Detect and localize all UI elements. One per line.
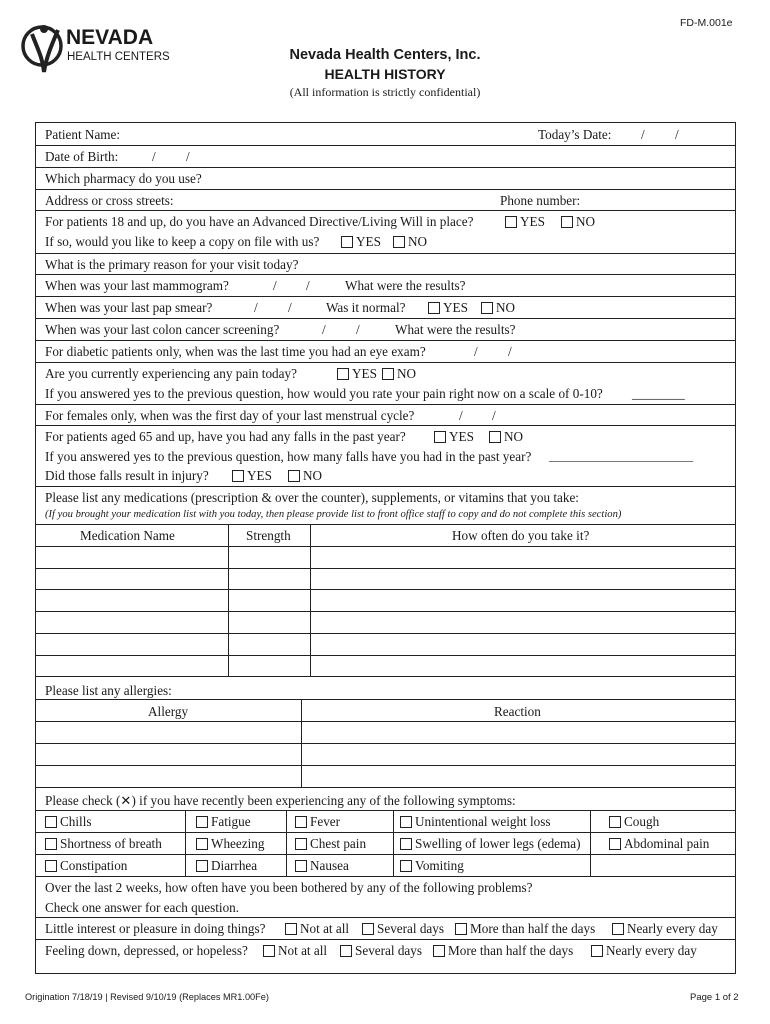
checkbox-icon[interactable] (400, 816, 412, 828)
checkbox-icon[interactable] (196, 838, 208, 850)
phq-intro-2: Check one answer for each question. (45, 900, 240, 915)
dob-slash-1: / (152, 149, 156, 164)
checkbox-icon[interactable] (561, 216, 573, 228)
address-label: Address or cross streets: (45, 193, 174, 208)
med-row-line (35, 676, 736, 677)
footer-origination: Origination 7/18/19 | Revised 9/10/19 (Replaces MR1.00Fe) (25, 992, 269, 1002)
checkbox-icon[interactable] (295, 860, 307, 872)
symptom-fever[interactable] (295, 815, 340, 828)
checkbox-icon[interactable] (362, 923, 374, 935)
divider (35, 253, 736, 254)
med-col-name: Medication Name (80, 528, 175, 543)
symptom-row-line (35, 854, 736, 855)
no-label: NO (576, 214, 596, 229)
phq-q2-several-days[interactable] (340, 944, 422, 957)
symptom-col-divider (185, 810, 186, 876)
symptom-label: Nausea (310, 858, 349, 873)
checkbox-icon[interactable] (382, 368, 394, 380)
symptom-diarrhea[interactable] (196, 859, 257, 872)
checkbox-icon[interactable] (428, 302, 440, 314)
symptom-label: Abdominal pain (624, 836, 710, 851)
checkbox-icon[interactable] (340, 945, 352, 957)
pap-yes[interactable] (428, 301, 468, 314)
checkbox-icon[interactable] (433, 945, 445, 957)
symptoms-prompt: Please check (✕) if you have recently been experiencing any of the following symptoms: (45, 793, 516, 808)
phq-intro-1: Over the last 2 weeks, how often have you been bothered by any of the following problems? (45, 880, 533, 895)
symptom-chills[interactable] (45, 815, 92, 828)
checkbox-icon[interactable] (505, 216, 517, 228)
phq-q2-nearly-every-day[interactable] (591, 944, 697, 957)
phq-q1-not-at-all[interactable] (285, 922, 349, 935)
checkbox-icon[interactable] (609, 816, 621, 828)
divider (35, 939, 736, 940)
med-col-divider (228, 524, 229, 676)
option-label: Nearly every day (627, 921, 718, 936)
checkbox-icon[interactable] (45, 838, 57, 850)
symptom-col-divider (590, 810, 591, 876)
checkbox-icon[interactable] (481, 302, 493, 314)
symptom-label: Diarrhea (211, 858, 258, 873)
phq-q1-more-than-half[interactable] (455, 922, 595, 935)
pain-yes[interactable] (337, 367, 377, 380)
symptom-abdominal-pain[interactable] (609, 837, 709, 850)
symptom-label: Chest pain (310, 836, 367, 851)
divider (35, 318, 736, 319)
option-label: Not at all (300, 921, 350, 936)
falls-label: For patients aged 65 and up, have you had any falls in the past year? (45, 429, 406, 444)
falls-injury-no[interactable] (288, 469, 322, 482)
pap-normal-label: Was it normal? (326, 300, 406, 315)
mammogram-results-label: What were the results? (345, 278, 466, 293)
symptom-label: Wheezing (211, 836, 265, 851)
copy-on-file-no[interactable] (393, 235, 427, 248)
symptom-weight-loss[interactable] (400, 815, 551, 828)
checkbox-icon[interactable] (612, 923, 624, 935)
phq-q2: Feeling down, depressed, or hopeless? (45, 943, 248, 958)
adv-directive-yes[interactable] (505, 215, 545, 228)
copy-on-file-label: If so, would you like to keep a copy on file with us? (45, 234, 320, 249)
allergy-row-line (35, 787, 736, 788)
menstrual-label: For females only, when was the first day of your last menstrual cycle? (45, 408, 415, 423)
yes-label: YES (443, 300, 468, 315)
menstrual-slash-2: / (492, 408, 496, 423)
mammogram-label: When was your last mammogram? (45, 278, 229, 293)
phq-q1: Little interest or pleasure in doing things? (45, 921, 266, 936)
symptom-label: Constipation (60, 858, 128, 873)
dob-label: Date of Birth: (45, 149, 119, 164)
page-subtitle: HEALTH HISTORY (324, 66, 446, 82)
option-label: Nearly every day (606, 943, 697, 958)
symptom-label: Chills (60, 814, 92, 829)
page-title: Nevada Health Centers, Inc. (289, 47, 481, 63)
copy-on-file-yes[interactable] (341, 235, 381, 248)
divider (35, 486, 736, 487)
yes-label: YES (356, 234, 381, 249)
symptom-row-line (35, 832, 736, 833)
symptom-label: Swelling of lower legs (edema) (415, 836, 581, 851)
pain-now-label: Are you currently experiencing any pain today? (45, 366, 297, 381)
symptom-label: Fever (310, 814, 341, 829)
divider (35, 145, 736, 146)
symptom-edema[interactable] (400, 837, 581, 850)
pain-no[interactable] (382, 367, 416, 380)
adv-directive-label: For patients 18 and up, do you have an Advanced Directive/Living Will in place? (45, 214, 474, 229)
medications-prompt: Please list any medications (prescription & over the counter), supplements, or vitamins that you take: (45, 490, 579, 505)
pharmacy-label: Which pharmacy do you use? (45, 171, 202, 186)
allergy-row-line (35, 765, 736, 766)
divider (35, 524, 736, 525)
dob-slash-2: / (186, 149, 190, 164)
checkbox-icon[interactable] (341, 236, 353, 248)
eye-slash-2: / (508, 344, 512, 359)
divider (35, 362, 736, 363)
allergy-row-line (35, 743, 736, 744)
med-col-strength: Strength (246, 528, 291, 543)
symptom-wheezing[interactable] (196, 837, 264, 850)
checkbox-icon[interactable] (196, 816, 208, 828)
divider (35, 274, 736, 275)
symptom-shortness-of-breath[interactable] (45, 837, 162, 850)
mammogram-slash-2: / (306, 278, 310, 293)
mammogram-slash-1: / (273, 278, 277, 293)
falls-injury-yes[interactable] (232, 469, 272, 482)
confidential-note: (All information is strictly confidential) (289, 85, 481, 99)
checkbox-icon[interactable] (295, 816, 307, 828)
option-label: Not at all (278, 943, 328, 958)
divider (35, 296, 736, 297)
phq-q1-nearly-every-day[interactable] (612, 922, 718, 935)
checkbox-icon[interactable] (400, 838, 412, 850)
colon-slash-1: / (322, 322, 326, 337)
eye-slash-1: / (474, 344, 478, 359)
falls-count-blank[interactable]: ________________________ (549, 449, 693, 463)
symptom-col-divider (393, 810, 394, 876)
yes-label: YES (520, 214, 545, 229)
yes-label: YES (352, 366, 377, 381)
checkbox-icon[interactable] (455, 923, 467, 935)
primary-reason-label: What is the primary reason for your visit today? (45, 257, 299, 272)
todays-date-slash-1: / (641, 127, 645, 142)
todays-date-label: Today’s Date: (538, 127, 612, 142)
med-row-line (35, 568, 736, 569)
checkbox-icon[interactable] (288, 470, 300, 482)
option-label: Several days (377, 921, 445, 936)
adv-directive-no[interactable] (561, 215, 595, 228)
menstrual-slash-1: / (459, 408, 463, 423)
pap-smear-label: When was your last pap smear? (45, 300, 213, 315)
pain-scale-label: If you answered yes to the previous question, how would you rate your pain right now on a scale of 0-10? (45, 386, 603, 401)
checkbox-icon[interactable] (434, 431, 446, 443)
patient-name-label: Patient Name: (45, 127, 121, 142)
med-row-line (35, 546, 736, 547)
checkbox-icon[interactable] (45, 816, 57, 828)
falls-no[interactable] (489, 430, 523, 443)
checkbox-icon[interactable] (295, 838, 307, 850)
symptom-label: Fatigue (211, 814, 251, 829)
symptom-col-divider (286, 810, 287, 876)
med-row-line (35, 589, 736, 590)
checkbox-icon[interactable] (196, 860, 208, 872)
divider (35, 167, 736, 168)
footer-page: Page 1 of 2 (690, 992, 739, 1003)
symptom-vomiting[interactable] (400, 859, 464, 872)
checkbox-icon[interactable] (609, 838, 621, 850)
med-col-often: How often do you take it? (452, 528, 590, 543)
checkbox-icon[interactable] (45, 860, 57, 872)
checkbox-icon[interactable] (263, 945, 275, 957)
no-label: NO (397, 366, 417, 381)
no-label: NO (408, 234, 428, 249)
symptom-label: Cough (624, 814, 660, 829)
option-label: More than half the days (470, 921, 596, 936)
checkbox-icon[interactable] (489, 431, 501, 443)
symptom-fatigue[interactable] (196, 815, 251, 828)
symptom-chest-pain[interactable] (295, 837, 366, 850)
checkbox-icon[interactable] (400, 860, 412, 872)
divider (35, 425, 736, 426)
allergy-col-divider (301, 699, 302, 787)
med-row-line (35, 655, 736, 656)
checkbox-icon[interactable] (232, 470, 244, 482)
eye-exam-label: For diabetic patients only, when was the last time you had an eye exam? (45, 344, 426, 359)
allergy-row-line (35, 721, 736, 722)
pap-slash-2: / (288, 300, 292, 315)
falls-count-label: If you answered yes to the previous question, how many falls have you had in the past year? (45, 449, 532, 464)
phone-label: Phone number: (500, 193, 581, 208)
logo-name: NEVADA (66, 26, 154, 49)
todays-date-slash-2: / (675, 127, 679, 142)
colon-label: When was your last colon cancer screening? (45, 322, 280, 337)
medications-note: (If you brought your medication list with you today, then please provide list to front office staff to copy and do not complete this section) (45, 509, 622, 520)
falls-yes[interactable] (434, 430, 474, 443)
checkbox-icon[interactable] (285, 923, 297, 935)
symptom-nausea[interactable] (295, 859, 349, 872)
divider (35, 917, 736, 918)
colon-slash-2: / (356, 322, 360, 337)
allergies-prompt: Please list any allergies: (45, 683, 172, 698)
divider (35, 404, 736, 405)
divider (35, 340, 736, 341)
checkbox-icon[interactable] (337, 368, 349, 380)
symptom-label: Unintentional weight loss (415, 814, 551, 829)
med-col-divider (310, 524, 311, 676)
divider (35, 210, 736, 211)
med-row-line (35, 633, 736, 634)
allergy-col-allergy: Allergy (148, 704, 189, 719)
checkbox-icon[interactable] (591, 945, 603, 957)
logo-sub: HEALTH CENTERS (67, 51, 170, 63)
no-label: NO (303, 468, 323, 483)
yes-label: YES (449, 429, 474, 444)
pap-no[interactable] (481, 301, 515, 314)
pap-slash-1: / (254, 300, 258, 315)
phq-q2-not-at-all[interactable] (263, 944, 327, 957)
symptom-constipation[interactable] (45, 859, 127, 872)
divider (35, 699, 736, 700)
allergy-col-reaction: Reaction (494, 704, 541, 719)
phq-q1-several-days[interactable] (362, 922, 444, 935)
no-label: NO (496, 300, 516, 315)
no-label: NO (504, 429, 524, 444)
checkbox-icon[interactable] (393, 236, 405, 248)
pain-scale-blank[interactable]: ________ (632, 386, 685, 401)
falls-injury-label: Did those falls result in injury? (45, 468, 209, 483)
symptom-label: Shortness of breath (60, 836, 162, 851)
form-code: FD-M.001e (680, 17, 733, 29)
symptom-label: Vomiting (415, 858, 464, 873)
symptom-cough[interactable] (609, 815, 659, 828)
colon-results-label: What were the results? (395, 322, 516, 337)
divider (35, 876, 736, 877)
divider (35, 189, 736, 190)
med-row-line (35, 611, 736, 612)
option-label: Several days (355, 943, 423, 958)
yes-label: YES (247, 468, 272, 483)
phq-q2-more-than-half[interactable] (433, 944, 573, 957)
option-label: More than half the days (448, 943, 574, 958)
